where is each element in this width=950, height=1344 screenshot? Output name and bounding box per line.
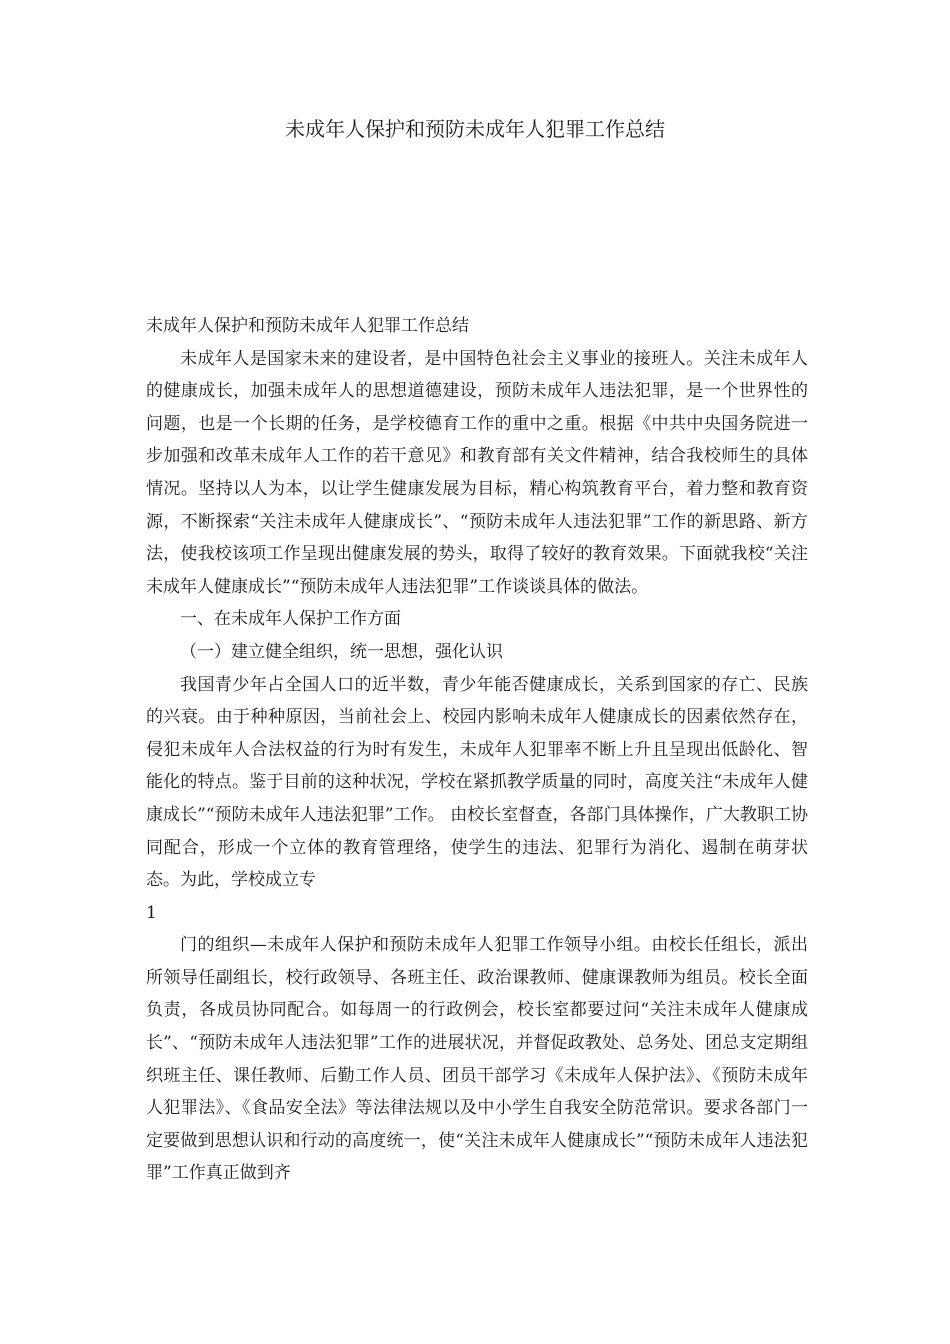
paragraph-organization: 我国青少年占全国人口的近半数，青少年能否健康成长，关系到国家的存亡、民族的兴衰。由于种种原因，当前社会上、校园内影响未成年人健康成长的因素依然存在，侵犯未成年人合法权益的行为时有发生，未成年人犯罪率不断上升且呈现出低龄化、智能化的特点。鉴于目前的这种状况，学校在紧抓教学质量的同时，高度关注“未成年人健康成长”“预防未成年人违法犯罪”工作。 由校长室督查，各部门具体操作，广大教职工协同配合，形成一个立体的教育管理络，使学生的违法、犯罪行为消化、遏制在萌芽状态。为此，学校成立专	[146, 674, 808, 891]
section-title: 一、在未成年人保护工作方面	[180, 609, 401, 630]
subsection-title: （一）建立健全组织，统一思想，强化认识	[180, 641, 503, 662]
page-number: 1	[146, 902, 157, 923]
section-heading: 未成年人保护和预防未成年人犯罪工作总结	[146, 316, 469, 336]
document-body	[146, 310, 808, 1190]
paragraph-leadership-group: 门的组织—未成年人保护和预防未成年人犯罪工作领导小组。由校长任组长，派出所领导任副组长，校行政领导、各班主任、政治课教师、健康课教师为组员。校长全面负责，各成员协同配合。如每周一的行政例会，校长室都要过问“关注未成年人健康成长”、“预防未成年人违法犯罪”工作的进展状况，并督促政教处、总务处、团总支定期组织班主任、课任教师、后勤工作人员、团员干部学习《未成年人保护法》、《预防未成年人犯罪法》、《食品安全法》等法律法规以及中小学生自我安全防范常识。要求各部门一定要做到思想认识和行动的高度统一，使“关注未成年人健康成长”“预防未成年人违法犯罪”工作真正做到齐	[146, 935, 808, 1184]
paragraph-intro: 未成年人是国家未来的建设者，是中国特色社会主义事业的接班人。关注未成年人的健康成长，加强未成年人的思想道德建设，预防未成年人违法犯罪，是一个世界性的问题，也是一个长期的任务，是学校德育工作的重中之重。根据《中共中央国务院进一步加强和改革未成年人工作的若干意见》和教育部有关文件精神，结合我校师生的具体情况。坚持以人为本，以让学生健康发展为目标，精心构筑教育平台，着力整和教育资源，不断探索“关注未成年人健康成长”、“预防未成年人违法犯罪”工作的新思路、新方法，使我校该项工作呈现出健康发展的势头，取得了较好的教育效果。下面就我校“关注未成年人健康成长”“预防未成年人违法犯罪”工作谈谈具体的做法。	[146, 348, 808, 597]
document-title: 未成年人保护和预防未成年人犯罪工作总结	[285, 117, 665, 141]
